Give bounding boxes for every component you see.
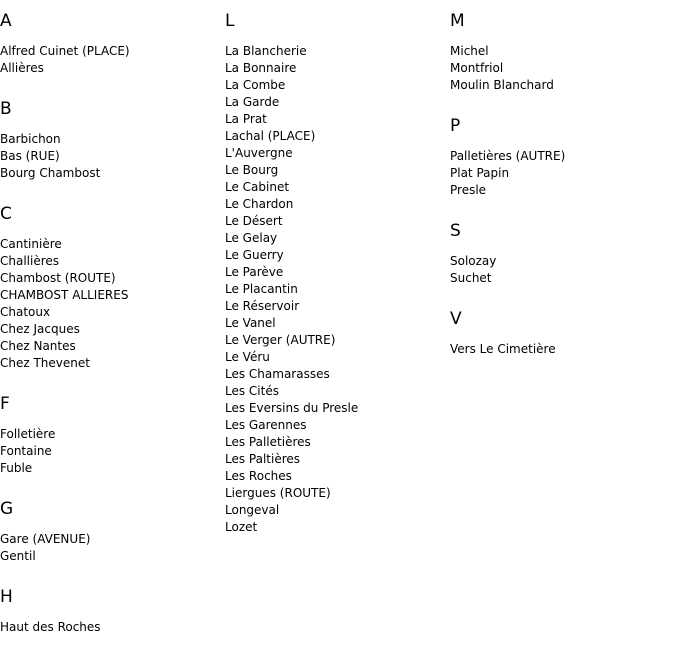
street-item[interactable]: Allières bbox=[0, 61, 44, 75]
street-item[interactable]: Fontaine bbox=[0, 444, 52, 458]
street-item[interactable]: Alfred Cuinet (PLACE) bbox=[0, 44, 130, 58]
street-item[interactable]: Les Roches bbox=[225, 469, 292, 483]
street-item[interactable]: Le Parève bbox=[225, 265, 284, 279]
street-item[interactable]: Le Vanel bbox=[225, 316, 276, 330]
street-list bbox=[0, 531, 225, 565]
section-letter-heading: M bbox=[450, 11, 465, 31]
index-column bbox=[450, 11, 675, 380]
section-letter-heading: S bbox=[450, 221, 461, 241]
street-item[interactable]: Chambost (ROUTE) bbox=[0, 271, 116, 285]
street-list bbox=[225, 43, 450, 536]
street-item[interactable]: Le Verger (AUTRE) bbox=[225, 333, 336, 347]
street-item[interactable]: Vers Le Cimetière bbox=[450, 342, 556, 356]
section-letter-heading: G bbox=[0, 499, 14, 519]
street-item[interactable]: Les Paltières bbox=[225, 452, 301, 466]
street-item[interactable]: Chez Thevenet bbox=[0, 356, 90, 370]
section-letter-heading: P bbox=[450, 116, 461, 136]
street-item[interactable]: Le Cabinet bbox=[225, 180, 290, 194]
letter-section bbox=[0, 11, 225, 77]
street-list bbox=[0, 236, 225, 372]
street-item[interactable]: Le Chardon bbox=[225, 197, 294, 211]
street-list bbox=[450, 253, 675, 287]
street-list bbox=[0, 426, 225, 477]
street-item[interactable]: Palletières (AUTRE) bbox=[450, 149, 566, 163]
street-item[interactable]: Longeval bbox=[225, 503, 280, 517]
street-item[interactable]: Moulin Blanchard bbox=[450, 78, 554, 92]
section-letter-heading: L bbox=[225, 11, 235, 31]
street-item[interactable]: Le Réservoir bbox=[225, 299, 300, 313]
street-item[interactable]: Haut des Roches bbox=[0, 620, 101, 634]
street-list bbox=[0, 131, 225, 182]
street-item[interactable]: Les Palletières bbox=[225, 435, 311, 449]
street-item[interactable]: Les Eversins du Presle bbox=[225, 401, 359, 415]
street-item[interactable]: Les Cités bbox=[225, 384, 279, 398]
index-column bbox=[0, 11, 225, 658]
street-list bbox=[0, 619, 225, 636]
street-list bbox=[450, 341, 675, 358]
section-letter-heading: F bbox=[0, 394, 10, 414]
street-item[interactable]: Chez Jacques bbox=[0, 322, 80, 336]
street-item[interactable]: Chatoux bbox=[0, 305, 51, 319]
street-item[interactable]: Les Garennes bbox=[225, 418, 307, 432]
street-item[interactable]: La Bonnaire bbox=[225, 61, 297, 75]
letter-section bbox=[0, 99, 225, 182]
street-item[interactable]: Gare (AVENUE) bbox=[0, 532, 91, 546]
letter-section bbox=[450, 116, 675, 199]
street-item[interactable]: CHAMBOST ALLIERES bbox=[0, 288, 129, 302]
street-item[interactable]: Cantinière bbox=[0, 237, 62, 251]
street-item[interactable]: Le Gelay bbox=[225, 231, 278, 245]
street-item[interactable]: Le Désert bbox=[225, 214, 283, 228]
street-item[interactable]: Fuble bbox=[0, 461, 33, 475]
street-item[interactable]: La Combe bbox=[225, 78, 286, 92]
street-item[interactable]: Liergues (ROUTE) bbox=[225, 486, 331, 500]
street-item[interactable]: Chez Nantes bbox=[0, 339, 76, 353]
street-item[interactable]: Challières bbox=[0, 254, 60, 268]
street-item[interactable]: Lachal (PLACE) bbox=[225, 129, 316, 143]
street-item[interactable]: Presle bbox=[450, 183, 487, 197]
street-item[interactable]: Lozet bbox=[225, 520, 258, 534]
section-letter-heading: A bbox=[0, 11, 12, 31]
letter-section bbox=[0, 499, 225, 565]
street-item[interactable]: Les Chamarasses bbox=[225, 367, 330, 381]
street-item[interactable]: Plat Papin bbox=[450, 166, 510, 180]
letter-section bbox=[225, 11, 450, 536]
section-letter-heading: V bbox=[450, 309, 462, 329]
street-list bbox=[450, 43, 675, 94]
street-item[interactable]: Gentil bbox=[0, 549, 36, 563]
street-item[interactable]: Solozay bbox=[450, 254, 497, 268]
street-item[interactable]: La Prat bbox=[225, 112, 267, 126]
index-column bbox=[225, 11, 450, 558]
section-letter-heading: B bbox=[0, 99, 12, 119]
street-list bbox=[0, 43, 225, 77]
street-item[interactable]: L'Auvergne bbox=[225, 146, 293, 160]
letter-section bbox=[0, 204, 225, 372]
street-item[interactable]: Barbichon bbox=[0, 132, 61, 146]
section-letter-heading: H bbox=[0, 587, 13, 607]
street-item[interactable]: Le Bourg bbox=[225, 163, 279, 177]
street-item[interactable]: La Garde bbox=[225, 95, 280, 109]
street-list bbox=[450, 148, 675, 199]
street-item[interactable]: Le Guerry bbox=[225, 248, 284, 262]
street-item[interactable]: Montfriol bbox=[450, 61, 504, 75]
street-item[interactable]: Bourg Chambost bbox=[0, 166, 101, 180]
street-item[interactable]: Le Placantin bbox=[225, 282, 298, 296]
letter-section bbox=[450, 11, 675, 94]
letter-section bbox=[450, 221, 675, 287]
street-item[interactable]: Bas (RUE) bbox=[0, 149, 60, 163]
section-letter-heading: C bbox=[0, 204, 12, 224]
letter-section bbox=[0, 587, 225, 636]
street-item[interactable]: Le Véru bbox=[225, 350, 270, 364]
letter-section bbox=[450, 309, 675, 358]
street-item[interactable]: Folletière bbox=[0, 427, 56, 441]
street-item[interactable]: Michel bbox=[450, 44, 489, 58]
street-item[interactable]: La Blancherie bbox=[225, 44, 307, 58]
street-item[interactable]: Suchet bbox=[450, 271, 492, 285]
letter-section bbox=[0, 394, 225, 477]
